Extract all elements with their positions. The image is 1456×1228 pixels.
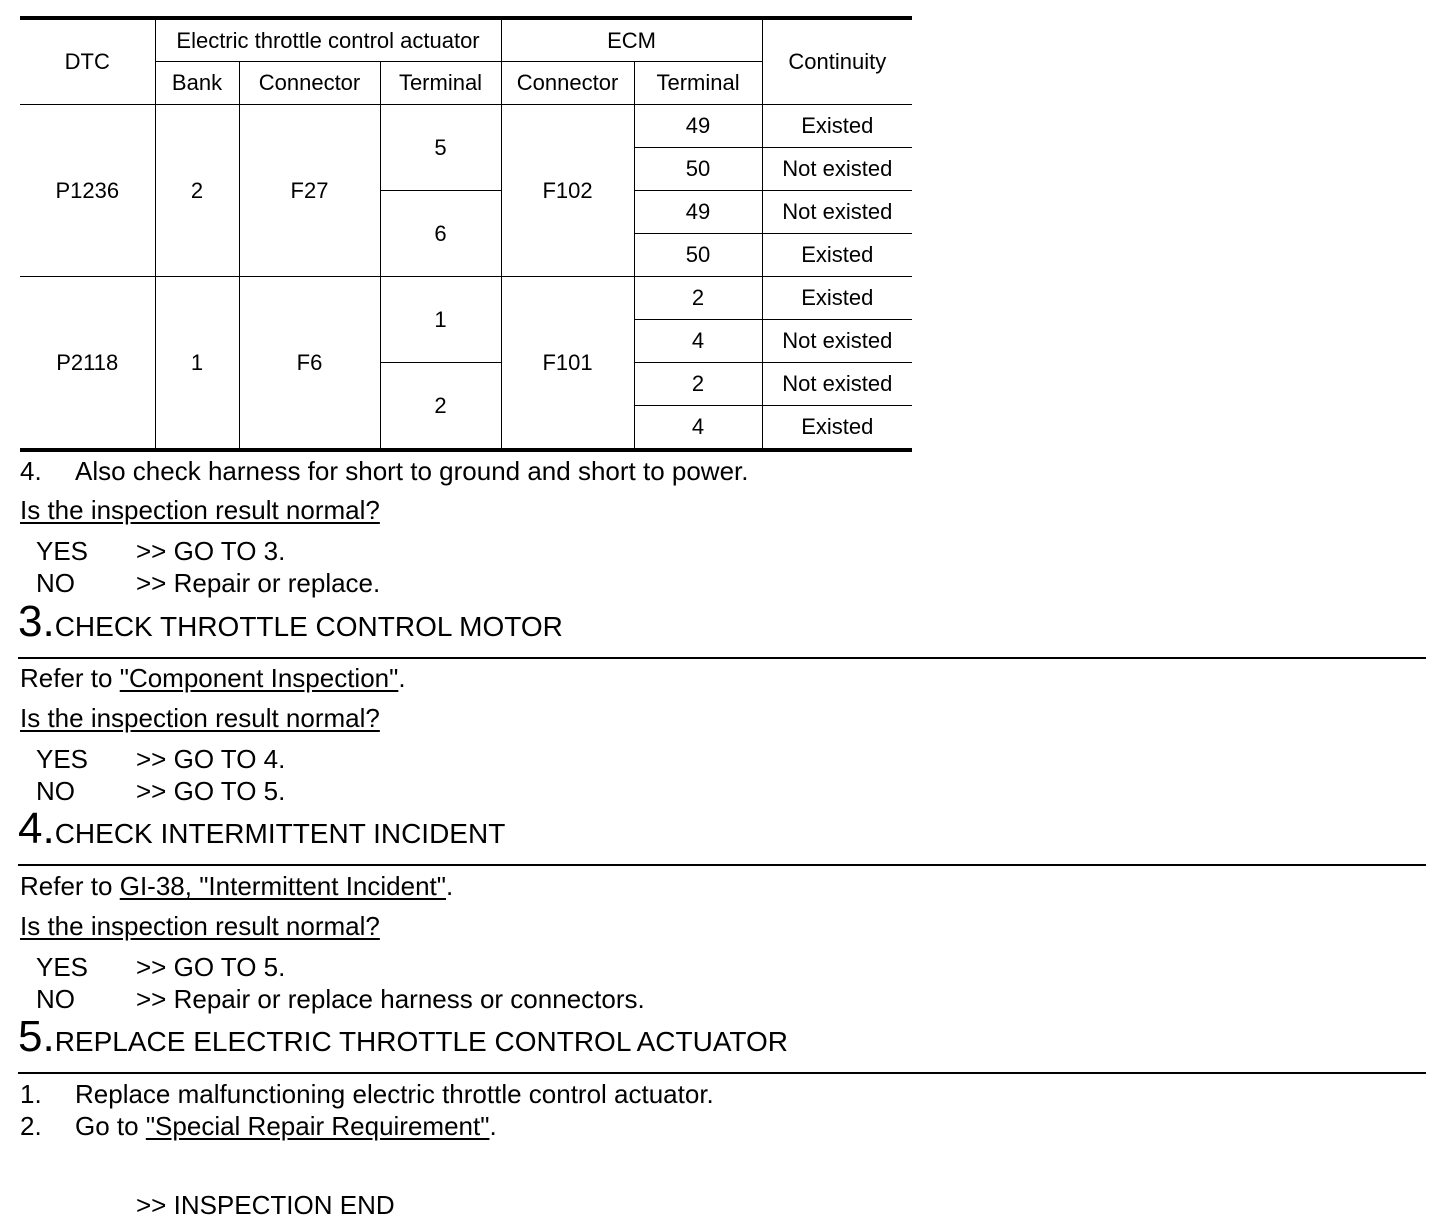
actuator-terminal-cell: 1 <box>380 277 501 363</box>
yes-answer <box>36 746 285 772</box>
no-answer <box>36 778 285 804</box>
bank-cell: 2 <box>155 105 239 277</box>
continuity-cell: Not existed <box>762 148 912 191</box>
divider <box>18 1072 1426 1074</box>
continuity-cell: Not existed <box>762 191 912 234</box>
header-dtc: DTC <box>20 18 155 105</box>
step-number: 4. <box>18 804 55 853</box>
continuity-cell: Not existed <box>762 363 912 406</box>
step-number: 5. <box>18 1012 55 1061</box>
continuity-cell: Not existed <box>762 320 912 363</box>
actuator-terminal-cell: 6 <box>380 191 501 277</box>
header-actuator-terminal: Terminal <box>380 62 501 105</box>
divider <box>18 864 1426 866</box>
dtc-cell: P2118 <box>20 277 155 451</box>
step-number: 3. <box>18 597 55 646</box>
actuator-terminal-cell: 5 <box>380 105 501 191</box>
special-repair-requirement-link[interactable]: "Special Repair Requirement" <box>145 1111 490 1141</box>
step-title: CHECK INTERMITTENT INCIDENT <box>54 818 506 849</box>
replace-item-2 <box>20 1113 497 1139</box>
step-5-heading <box>18 1012 789 1061</box>
step-3-heading <box>18 597 563 646</box>
continuity-cell: Existed <box>762 105 912 148</box>
no-text: >> Repair or replace harness or connectors. <box>136 984 645 1014</box>
item-number: 1. <box>20 1079 42 1109</box>
yes-label: YES <box>36 536 89 566</box>
yes-answer <box>36 538 285 564</box>
bank-cell: 1 <box>155 277 239 451</box>
refer-suffix: . <box>446 871 454 901</box>
refer-prefix: Refer to <box>20 663 120 693</box>
no-label: NO <box>36 984 75 1014</box>
header-ecm: ECM <box>501 18 762 62</box>
header-ecm-terminal: Terminal <box>634 62 762 105</box>
actuator-connector-cell: F6 <box>239 277 380 451</box>
header-ecm-connector: Connector <box>501 62 634 105</box>
table-row <box>20 277 912 320</box>
step-title: CHECK THROTTLE CONTROL MOTOR <box>54 611 563 642</box>
header-actuator: Electric throttle control actuator <box>155 18 501 62</box>
continuity-table <box>20 16 912 452</box>
ecm-terminal-cell: 4 <box>634 320 762 363</box>
step-4-heading <box>18 804 506 853</box>
item-number: 2. <box>20 1111 42 1141</box>
continuity-cell: Existed <box>762 234 912 277</box>
component-inspection-link[interactable]: "Component Inspection" <box>119 663 399 693</box>
refer-prefix: Refer to <box>20 871 120 901</box>
item-prefix: Go to <box>75 1111 146 1141</box>
ecm-terminal-cell: 2 <box>634 363 762 406</box>
ecm-terminal-cell: 2 <box>634 277 762 320</box>
refer-line <box>20 873 453 899</box>
dtc-cell: P1236 <box>20 105 155 277</box>
no-label: NO <box>36 568 75 598</box>
table-row <box>20 105 912 148</box>
check-item-4 <box>20 458 749 484</box>
ecm-terminal-cell: 50 <box>634 234 762 277</box>
yes-text: >> GO TO 5. <box>136 952 286 982</box>
header-actuator-connector: Connector <box>239 62 380 105</box>
replace-item-1 <box>20 1081 714 1107</box>
item-text: Replace malfunctioning electric throttle control actuator. <box>75 1079 714 1109</box>
refer-line <box>20 665 406 691</box>
ecm-terminal-cell: 49 <box>634 105 762 148</box>
item-text: Also check harness for short to ground and short to power. <box>75 456 749 486</box>
yes-label: YES <box>36 952 89 982</box>
ecm-connector-cell: F101 <box>501 277 634 451</box>
continuity-cell: Existed <box>762 406 912 451</box>
no-answer <box>36 570 380 596</box>
no-text: >> GO TO 5. <box>136 776 286 806</box>
continuity-cell: Existed <box>762 277 912 320</box>
header-bank: Bank <box>155 62 239 105</box>
actuator-terminal-cell: 2 <box>380 363 501 451</box>
ecm-connector-cell: F102 <box>501 105 634 277</box>
ecm-terminal-cell: 4 <box>634 406 762 451</box>
ecm-terminal-cell: 50 <box>634 148 762 191</box>
divider <box>18 657 1426 659</box>
no-label: NO <box>36 776 75 806</box>
header-continuity: Continuity <box>762 18 912 105</box>
refer-suffix: . <box>398 663 406 693</box>
yes-text: >> GO TO 3. <box>136 536 286 566</box>
yes-label: YES <box>36 744 89 774</box>
inspection-end: >> INSPECTION END <box>136 1190 395 1220</box>
yes-answer <box>36 954 285 980</box>
result-question: Is the inspection result normal? <box>20 495 380 525</box>
item-number: 4. <box>20 456 42 486</box>
step-title: REPLACE ELECTRIC THROTTLE CONTROL ACTUATOR <box>54 1026 789 1057</box>
result-question: Is the inspection result normal? <box>20 703 380 733</box>
result-question: Is the inspection result normal? <box>20 911 380 941</box>
intermittent-incident-link[interactable]: GI-38, "Intermittent Incident" <box>119 871 446 901</box>
yes-text: >> GO TO 4. <box>136 744 286 774</box>
ecm-terminal-cell: 49 <box>634 191 762 234</box>
actuator-connector-cell: F27 <box>239 105 380 277</box>
item-suffix: . <box>489 1111 497 1141</box>
no-answer <box>36 986 645 1012</box>
no-text: >> Repair or replace. <box>136 568 381 598</box>
